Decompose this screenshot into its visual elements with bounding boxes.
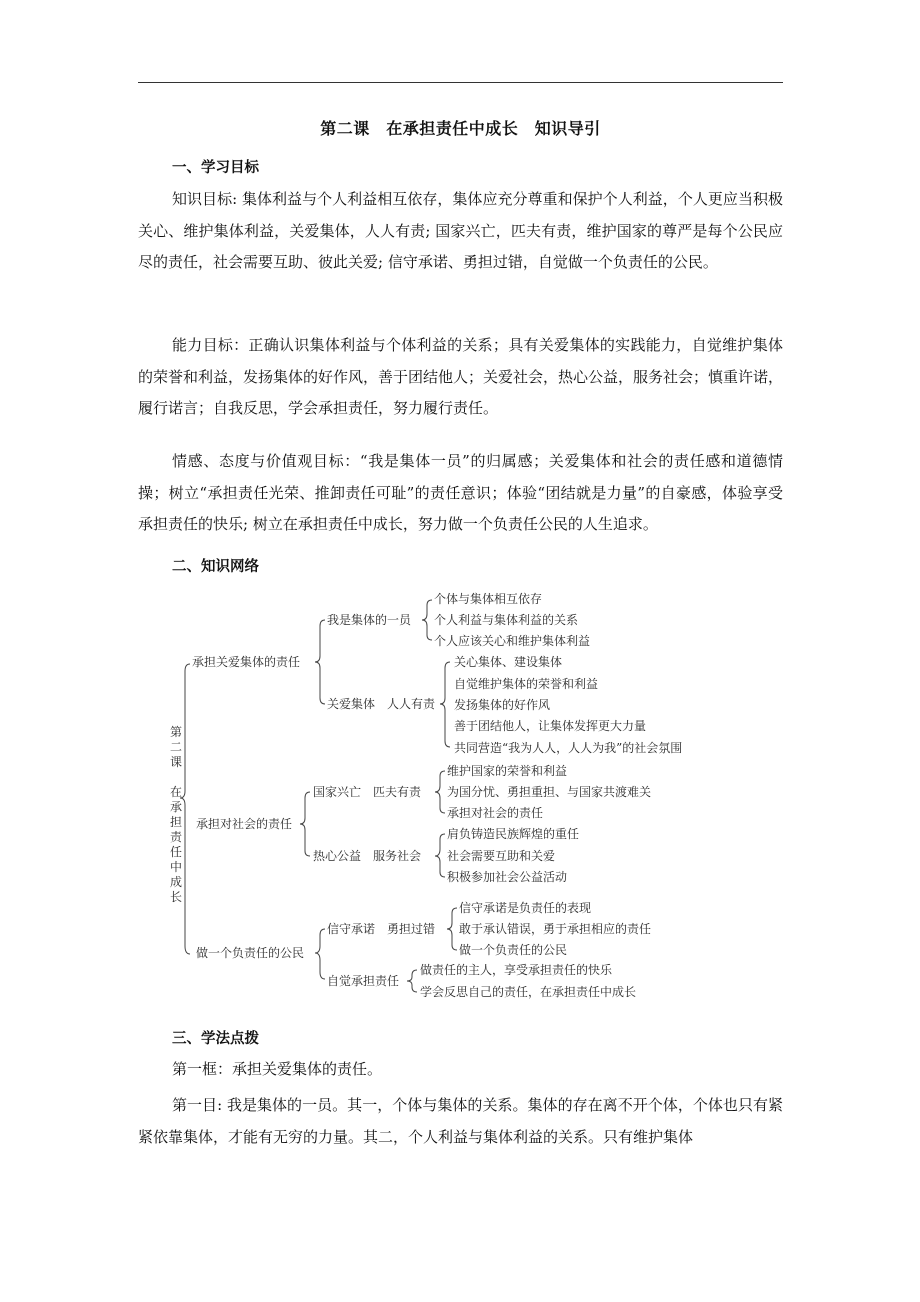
leaf-item: 个人应该关心和维护集体利益 (434, 634, 591, 648)
leaf-item: 信守承诺是负责任的表现 (459, 901, 592, 915)
paragraph-emotion-goal: 情感、态度与价值观目标：“我是集体一员”的归属感；关爱集体和社会的责任感和道德情操；树立“承担责任光荣、推卸责任可耻”的责任意识；体验“团结就是力量”的自豪感，体验享受承担责任的快乐; 树立在承担责任中成长，努力做一个负责任公民的人生追求。 (138, 452, 783, 533)
root-char: 承 (170, 800, 183, 814)
knowledge-network-diagram (170, 586, 700, 1008)
branch-label: 做一个负责任的公民 (196, 946, 305, 960)
leaf-item: 做一个负责任的公民 (459, 943, 568, 957)
sub-branch-label: 热心公益 服务社会 (313, 849, 422, 863)
root-vertical-label (170, 725, 183, 904)
section-heading-goals: 一、学习目标 (172, 160, 259, 176)
root-char: 在 (170, 785, 183, 799)
root-char: 中 (170, 860, 183, 874)
leaf-item: 个体与集体相互依存 (434, 592, 543, 606)
leaf-item: 承担对社会的责任 (447, 806, 544, 820)
leaf-item: 个人利益与集体利益的关系 (434, 613, 579, 627)
page-title: 第二课 在承担责任中成长 知识导引 (320, 119, 601, 138)
leaf-item: 做责任的主人，享受承担责任的快乐 (420, 963, 613, 977)
leaf-item: 发扬集体的好作风 (454, 698, 551, 712)
sub-branch-label: 关爱集体 人人有责 (327, 697, 436, 711)
sub-branch-label: 信守承诺 勇担过错 (327, 922, 436, 936)
root-char: 长 (170, 890, 183, 904)
leaf-item: 肩负铸造民族辉煌的重任 (447, 827, 580, 841)
section-heading-methods: 三、学法点拨 (172, 1031, 259, 1047)
sub-branch-label: 国家兴亡 匹夫有责 (313, 785, 422, 799)
leaf-item: 为国分忧、勇担重担、与国家共渡难关 (447, 785, 652, 799)
root-char: 担 (170, 815, 183, 829)
branch-label: 承担对社会的责任 (196, 817, 293, 831)
branch-label: 承担关爱集体的责任 (192, 655, 301, 669)
root-char: 责 (170, 830, 183, 844)
leaf-item: 学会反思自己的责任，在承担责任中成长 (420, 985, 637, 999)
leaf-item: 共同营造“我为人人，人人为我”的社会氛围 (454, 741, 683, 755)
leaf-item: 维护国家的荣誉和利益 (447, 764, 568, 778)
root-char: 任 (170, 845, 183, 859)
section-heading-network: 二、知识网络 (172, 559, 259, 575)
paragraph-ability-goal: 能力目标：正确认识集体利益与个体利益的关系；具有关爱集体的实践能力，自觉维护集体的荣誉和利益，发扬集体的好作风，善于团结他人；关爱社会，热心公益，服务社会；慎重许诺，履行诺言；自我反思，学会承担责任，努力履行责任。 (138, 336, 784, 417)
sub-branch-label: 我是集体的一员 (327, 613, 412, 627)
leaf-item: 积极参加社会公益活动 (447, 870, 568, 884)
paragraph-first-item: 第一目: 我是集体的一员。其一，个体与集体的关系。集体的存在离不开个体，个体也只有紧紧依靠集体，才能有无穷的力量。其二，个人利益与集体利益的关系。只有维护集体 (138, 1096, 783, 1146)
root-char: 成 (170, 875, 183, 889)
leaf-item: 敢于承认错误，勇于承担相应的责任 (459, 922, 652, 936)
leaf-item: 自觉维护集体的荣誉和利益 (454, 677, 599, 691)
paragraph-first-frame: 第一框：承担关爱集体的责任。 (172, 1060, 383, 1078)
sub-branch-label: 自觉承担责任 (327, 974, 400, 988)
root-char: 第 (170, 725, 183, 739)
paragraph-knowledge-goal: 知识目标: 集体利益与个人利益相互依存，集体应充分尊重和保护个人利益，个人更应当积极关心、维护集体利益，关爱集体，人人有责; 国家兴亡，匹夫有责，维护国家的尊严是每个公民应尽的责任，社会需要互助、彼此关爱; 信守承诺、勇担过错，自觉做一个负责任的公民。 (138, 190, 783, 271)
root-char: 课 (170, 755, 183, 769)
leaf-item: 社会需要互助和关爱 (447, 849, 556, 863)
leaf-item: 关心集体、建设集体 (454, 655, 563, 669)
root-char: 二 (170, 740, 183, 754)
header-rule (138, 82, 783, 83)
leaf-item: 善于团结他人，让集体发挥更大力量 (454, 719, 647, 733)
